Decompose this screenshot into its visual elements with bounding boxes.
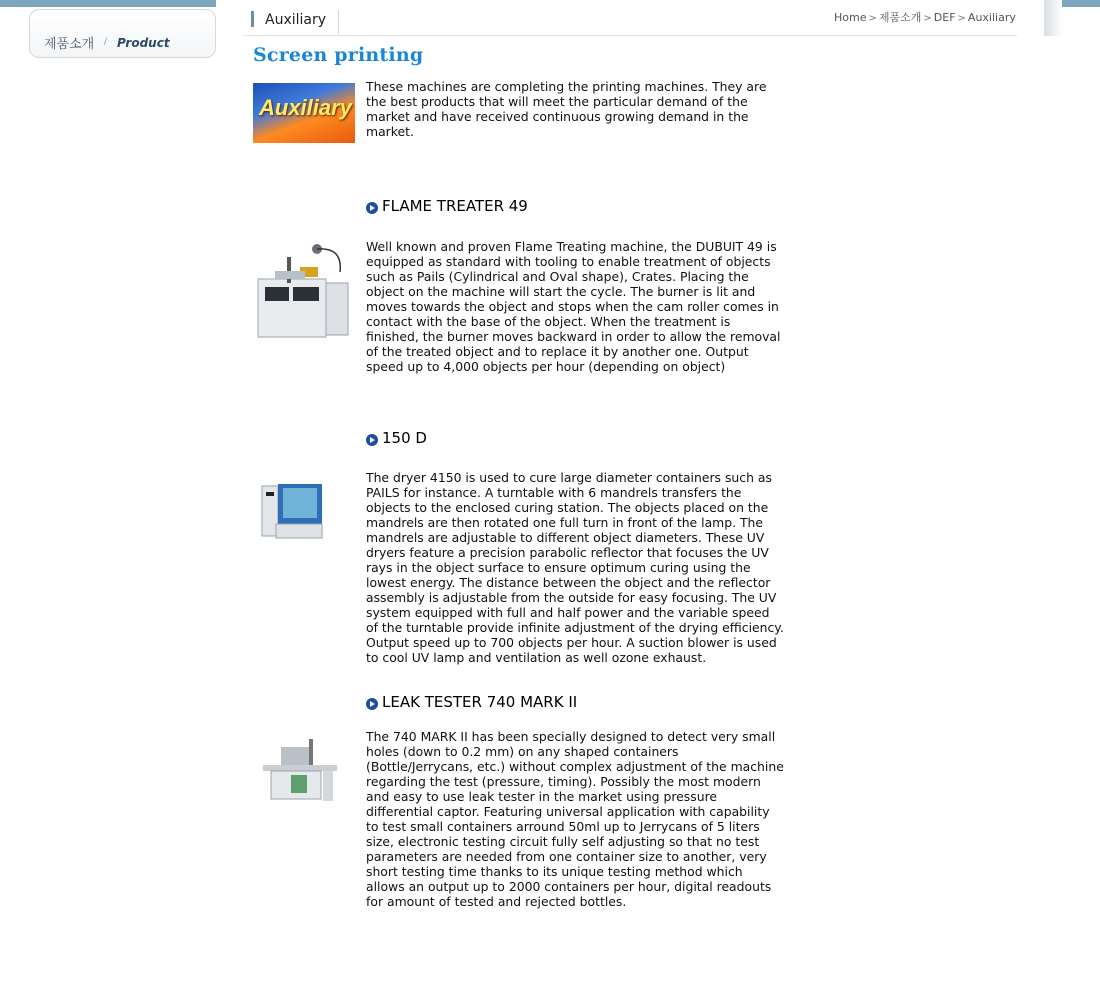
tab-marker-icon [251, 11, 254, 27]
product-title-150d [366, 429, 427, 447]
sidebar-section-subtitle: Product [117, 36, 170, 50]
product-title-text: LEAK TESTER 740 MARK II [382, 693, 578, 711]
auxiliary-banner-image [253, 83, 355, 143]
breadcrumb-auxiliary[interactable]: Auxiliary [967, 11, 1016, 24]
chevron-right-icon: > [957, 13, 966, 24]
intro-text: These machines are completing the printing machines. They are the best products that will meet the particular demand of the market and have received continuous growing demand in the market. [366, 79, 767, 139]
arrow-bullet-icon [366, 202, 378, 214]
chevron-right-icon: > [868, 13, 877, 24]
arrow-bullet-icon [366, 434, 378, 446]
sidebar-section-title: 제품소개 [44, 37, 95, 52]
leak-tester-image [261, 735, 339, 810]
flame-treater-image [255, 237, 350, 342]
arrow-bullet-icon [366, 698, 378, 710]
page-heading: Screen printing [253, 44, 424, 66]
product-title-leak-tester [366, 693, 577, 711]
banner-label: Auxiliary [259, 95, 352, 120]
sidebar-section-box [29, 9, 216, 58]
product-title-text: FLAME TREATER 49 [382, 197, 528, 215]
tab-divider [338, 10, 339, 34]
product-title-text: 150 D [382, 429, 427, 447]
chevron-right-icon: > [923, 13, 932, 24]
top-accent-bar-left [0, 0, 216, 7]
breadcrumb [834, 9, 1016, 25]
product-description-150d: The dryer 4150 is used to cure large diameter containers such as PAILS for instance. A turntable with 6 mandrels transfers the objects to the enclosed curing station. The objects placed on the mandrels are then rotated one full turn in front of the lamp. The mandrels are adjustable to different object diameters. These UV dryers feature a precision parabolic reflector that focuses the UV rays in the object surface to ensure optimum curing using the lowest energy. The distance between the object and the reflector assembly is adjustable from the outside for easy focusing. The UV system equipped with full and half power and the variable speed of the turntable provide infinite adjustment of the drying efficiency. Output speed up to 700 objects per hour. A suction blower is used to cool UV lamp and ventilation as well ozone exhaust. [366, 470, 784, 665]
product-description-flame-treater: Well known and proven Flame Treating machine, the DUBUIT 49 is equipped as standard with tooling to enable treatment of objects such as Pails (Cylindrical and Oval shape), Crates. Placing the object on the machine will start the cycle. The burner is lit and moves towards the object and stops when the cam roller comes in contact with the base of the object. When the treatment is finished, the burner moves backward in order to allow the removal of the treated object and to replace it by another one. Output speed up to 4,000 objects per hour (depending on object) [366, 239, 781, 374]
page-tab-title: Auxiliary [265, 12, 327, 28]
product-description-leak-tester: The 740 MARK II has been specially designed to detect very small holes (down to 0.2 mm) on any shaped containers (Bottle/Jerrycans, etc.) without complex adjustment of the machine regarding the test (pressure, timing). Possibly the most modern and easy to use leak tester in the market using pressure differential captor. Featuring universal application with capability to test small containers arround 50ml up to Jerrycans of 5 liters size, electronic testing circuit fully self adjusting so that no test parameters are needed from one container size to another, very short testing time thanks to its unique testing method which allows an output up to 2000 containers per hour, digital readouts for amount of tested and rejected bottles. [366, 729, 784, 909]
breadcrumb-home[interactable]: Home [834, 11, 867, 24]
150d-dryer-image [258, 478, 326, 546]
sidebar-separator: / [104, 37, 108, 47]
breadcrumb-def[interactable]: DEF [933, 11, 956, 24]
product-title-flame-treater [366, 197, 528, 215]
breadcrumb-product-intro[interactable]: 제품소개 [878, 11, 922, 24]
header-divider [243, 35, 1017, 36]
content-shadow [1044, 0, 1062, 36]
